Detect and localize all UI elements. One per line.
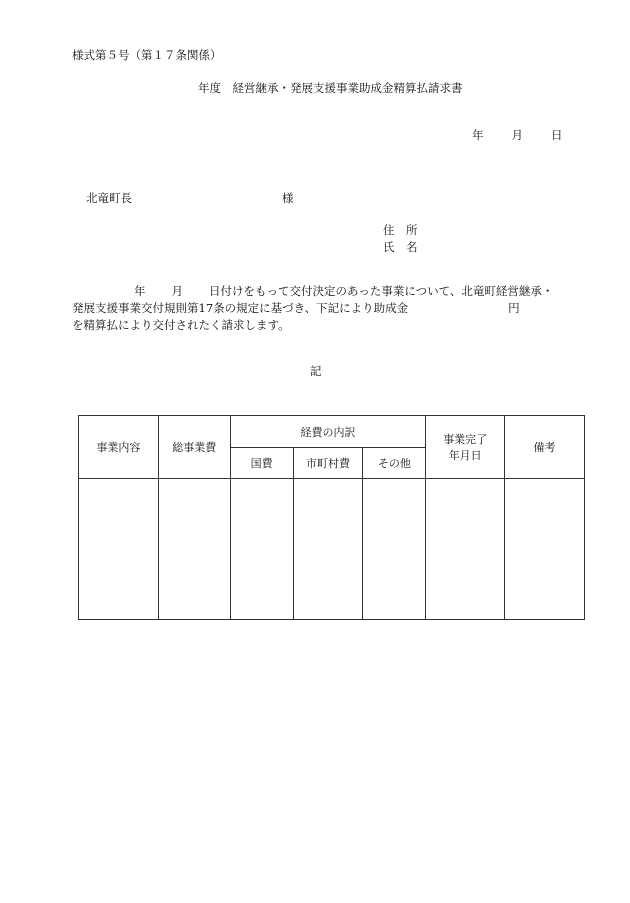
date-day: 日 — [551, 128, 563, 142]
address-label: 住 所 — [383, 223, 418, 237]
document-title: 年度 経営継承・発展支援事業助成金精算払請求書 — [198, 81, 463, 95]
addressee: 北竜町長 — [86, 191, 132, 205]
ki-heading: 記 — [310, 364, 322, 378]
header-breakdown: 経費の内訳 — [230, 416, 426, 448]
form-number: 様式第５号（第１７条関係） — [72, 48, 222, 62]
cell-completion[interactable] — [426, 479, 505, 620]
cell-content[interactable] — [79, 479, 159, 620]
cell-municipal[interactable] — [293, 479, 363, 620]
body-text-2: を精算払により交付されたく請求します。 — [72, 318, 290, 332]
body-text-1: 日付けをもって交付決定のあった事業について、北竜町経営継承・発展支援事業交付規則第17条の規定に基づき、下記により助成金 — [72, 284, 554, 315]
header-content: 事業内容 — [79, 416, 159, 479]
header-other: その他 — [363, 448, 426, 479]
table-row — [79, 479, 585, 620]
date-line — [472, 127, 563, 143]
date-month: 月 — [511, 128, 523, 142]
header-total: 総事業費 — [158, 416, 230, 479]
cell-total[interactable] — [158, 479, 230, 620]
request-body — [72, 283, 559, 334]
body-month: 月 — [171, 284, 183, 298]
header-completion-2: 年月日 — [448, 449, 482, 462]
cell-other[interactable] — [363, 479, 426, 620]
body-year: 年 — [134, 284, 146, 298]
cell-national[interactable] — [230, 479, 293, 620]
header-remarks: 備考 — [505, 416, 585, 479]
cell-remarks[interactable] — [505, 479, 585, 620]
expense-table — [78, 415, 585, 620]
header-national: 国費 — [230, 448, 293, 479]
header-completion-1: 事業完了 — [443, 433, 488, 446]
body-yen: 円 — [508, 301, 520, 315]
honorific: 様 — [282, 191, 294, 205]
header-completion — [426, 416, 505, 479]
header-municipal: 市町村費 — [293, 448, 363, 479]
name-label: 氏 名 — [383, 240, 418, 254]
date-year: 年 — [472, 128, 484, 142]
